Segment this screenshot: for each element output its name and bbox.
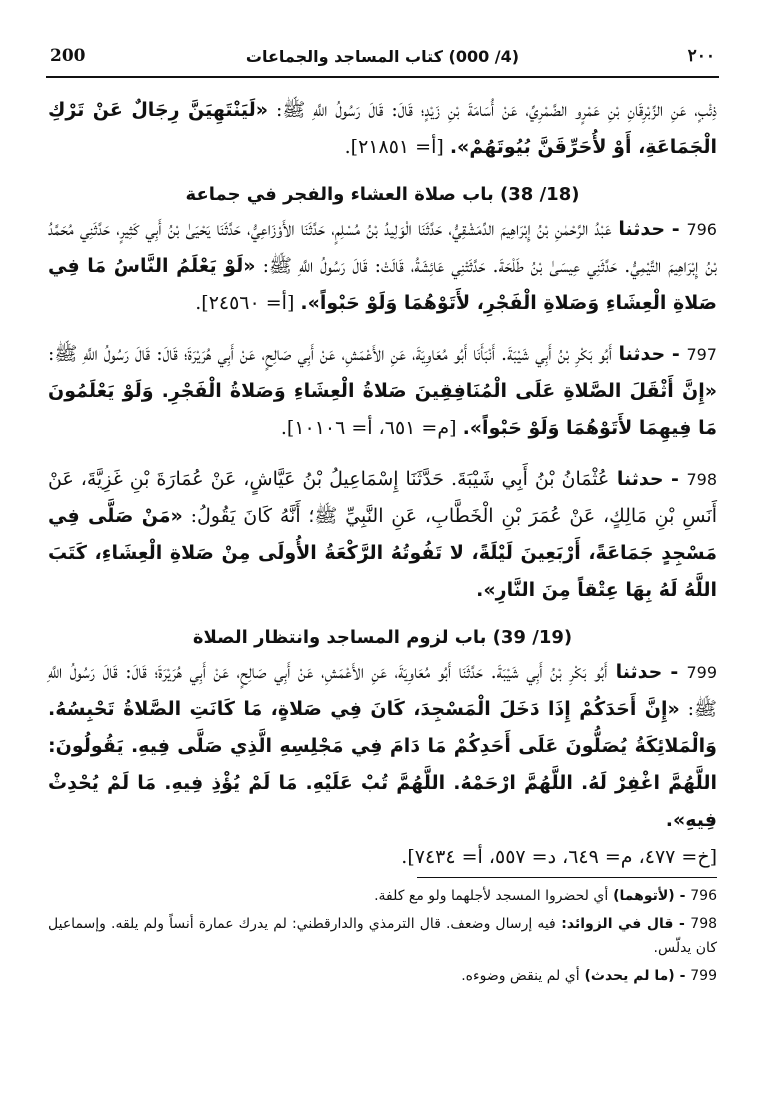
footnote-number: 796 — [690, 888, 717, 904]
hadith-chain: أَبُو بَكْرِ بْنُ أَبِي شَيْبَةَ. أَنْبَأَنَا أَبُو مُعَاوِيَةَ، عَنِ الأَعْمَشِ، عَنْ أَبِي صَالِحٍ، عَنْ أَبِي هُرَيْرَةَ؛ قَالَ: قَالَ رَسُولُ اللَّهِ ﷺ: — [48, 343, 612, 365]
footnote-label: - (ما لم يحدث) — [579, 968, 691, 984]
intro-quote: «لَيَنْتَهِيَنَّ رِجَالٌ عَنْ تَرْكِ الْجَمَاعَةِ، أَوْ لأُحَرِّقَنَّ بُيُوتَهُمْ». — [48, 99, 717, 158]
chapter-heading-38: (18/ 38) باب صلاة العشاء والفجر في جماعة — [185, 184, 580, 205]
hadith-quote: «لَوْ يَعْلَمُ النَّاسُ مَا فِي صَلاةِ الْعِشَاءِ وَصَلاةِ الْفَجْرِ، لأَتَوْهُمَا وَلَوْ حَبْواً». — [48, 255, 717, 314]
intro-text: ذِئْبٍ، عَنِ الزِّبْرِقَانِ بْنِ عَمْرٍو الضَّمْرِيِّ، عَنْ أُسَامَةَ بْنِ زَيْدٍ؛ قَالَ: قَالَ رَسُولُ اللَّهِ ﷺ: — [268, 99, 717, 121]
hadith-chain: عَبْدُ الرَّحْمٰنِ بْنُ إِبْرَاهِيمَ الدِّمَشْقِيُّ، حَدَّثَنَا الْوَلِيدُ بْنُ مُسْلِمٍ، حَدَّثَنَا الأَوْزَاعِيُّ، حَدَّثَنَا يَحْيَىٰ بْنُ أَبِي كَثِيرٍ، حَدَّثَنِي مُحَمَّدُ بْنُ إِبْرَاهِيمَ التَّيْمِيُّ. حَدَّثَنِي عِيسَىٰ بْنُ طَلْحَةَ. حَدَّثَتْنِي عَائِشَةُ، قَالَتْ: قَالَ رَسُولُ اللَّهِ ﷺ: — [48, 218, 717, 277]
footnote-798 — [48, 912, 717, 960]
main-text — [48, 92, 717, 890]
hadith-number: 798 — [686, 470, 717, 489]
footnote-text: أي لحضروا المسجد لأجلهما ولو مع كلفة. — [374, 888, 609, 904]
footnotes — [48, 884, 717, 992]
page-header — [46, 46, 719, 74]
hadith-label: - حدثنا — [609, 468, 687, 490]
hadith-quote: «مَنْ صَلَّى فِي مَسْجِدٍ جَمَاعَةً، أَرْبَعِينَ لَيْلَةً، لا تَفُوتُهُ الرَّكْعَةُ الأُولَى مِنْ صَلاةِ الْعِشَاءِ، كَتَبَ اللَّهُ لَهُ بِهَا عِتْقاً مِنَ النَّارِ». — [48, 505, 717, 601]
hadith-number: 799 — [686, 663, 718, 682]
footnote-rule — [417, 877, 717, 878]
hadith-797 — [48, 336, 717, 447]
header-rule — [46, 76, 719, 78]
hadith-quote: «إِنَّ أَثْقَلَ الصَّلاةِ عَلَى الْمُنَافِقِينَ صَلاةُ الْعِشَاءِ وَصَلاةُ الْفَجْرِ. وَلَوْ يَعْلَمُونَ مَا فِيهِمَا لأَتَوْهُمَا وَلَوْ حَبْواً». — [48, 380, 717, 439]
footnote-label: - (لأتوهما) — [608, 888, 691, 904]
footnote-number: 799 — [690, 968, 717, 984]
hadith-799 — [48, 654, 717, 876]
hadith-ref: [أ= ٢٤٥٦٠]. — [195, 292, 301, 314]
page-number-latin: 200 — [50, 46, 86, 66]
hadith-label: - حدثنا — [611, 218, 687, 240]
hadith-796 — [48, 211, 717, 322]
footnote-number: 798 — [690, 916, 718, 932]
footnote-label: - قال في الزوائد: — [555, 916, 691, 932]
hadith-ref: [خ= ٤٧٧، م= ٦٤٩، د= ٥٥٧، أ= ٧٤٣٤]. — [401, 846, 717, 868]
page-number-arabic: ٢٠٠ — [687, 46, 715, 66]
hadith-number: 796 — [686, 220, 717, 239]
footnote-799 — [48, 964, 717, 988]
hadith-798 — [48, 461, 717, 609]
running-title: (4/ 000) كتاب المساجد والجماعات — [245, 47, 520, 66]
footnote-text: أي لم ينقض وضوءه. — [461, 968, 580, 984]
hadith-label: - حدثنا — [607, 661, 687, 683]
footnote-text: فيه إرسال وضعف. قال الترمذي والدارقطني: لم يدرك عمارة أنساً ولم يلقه. وإسماعيل كان يدلّس. — [48, 916, 717, 956]
hadith-quote: «إِنَّ أَحَدَكُمْ إِذَا دَخَلَ الْمَسْجِدَ، كَانَ فِي صَلاةٍ، مَا كَانَتِ الصَّلاةُ تَحْبِسُهُ. وَالْمَلائِكَةُ يُصَلُّونَ عَلَى أَحَدِكُمْ مَا دَامَ فِي مَجْلِسِهِ الَّذِي صَلَّى فِيهِ. يَقُولُونَ: اللَّهُمَّ اغْفِرْ لَهُ. اللَّهُمَّ ارْحَمْهُ. اللَّهُمَّ تُبْ عَلَيْهِ. مَا لَمْ يُؤْذِ فِيهِ. مَا لَمْ يُحْدِثْ فِيهِ». — [48, 698, 717, 831]
footnote-796 — [48, 884, 717, 908]
hadith-number: 797 — [686, 345, 717, 364]
intro-ref: [أ= ٢١٨٥١]. — [344, 136, 450, 158]
intro-paragraph — [48, 92, 717, 166]
hadith-chain: أَبُو بَكْرِ بْنُ أَبِي شَيْبَةَ. حَدَّثَنَا أَبُو مُعَاوِيَةَ، عَنِ الأَعْمَشِ، عَنْ أَبِي صَالِحٍ، عَنْ أَبِي هُرَيْرَةَ؛ قَالَ: قَالَ رَسُولُ اللَّهِ ﷺ: — [48, 661, 717, 720]
hadith-ref: [م= ٦٥١، أ= ١٠١٠٦]. — [280, 417, 463, 439]
hadith-label: - حدثنا — [611, 343, 687, 365]
chapter-heading-39: (19/ 39) باب لزوم المساجد وانتظار الصلاة — [192, 627, 573, 648]
hadith-chain: عُثْمَانُ بْنُ أَبِي شَيْبَةَ. حَدَّثَنَا إِسْمَاعِيلُ بْنُ عَيَّاشٍ، عَنْ عُمَارَةَ بْنِ غَزِيَّةَ، عَنْ أَنَسِ بْنِ مَالِكٍ، عَنْ عُمَرَ بْنِ الْخَطَّابِ، عَنِ النَّبِيِّ ﷺ؛ أَنَّهُ كَانَ يَقُولُ: — [48, 468, 717, 527]
